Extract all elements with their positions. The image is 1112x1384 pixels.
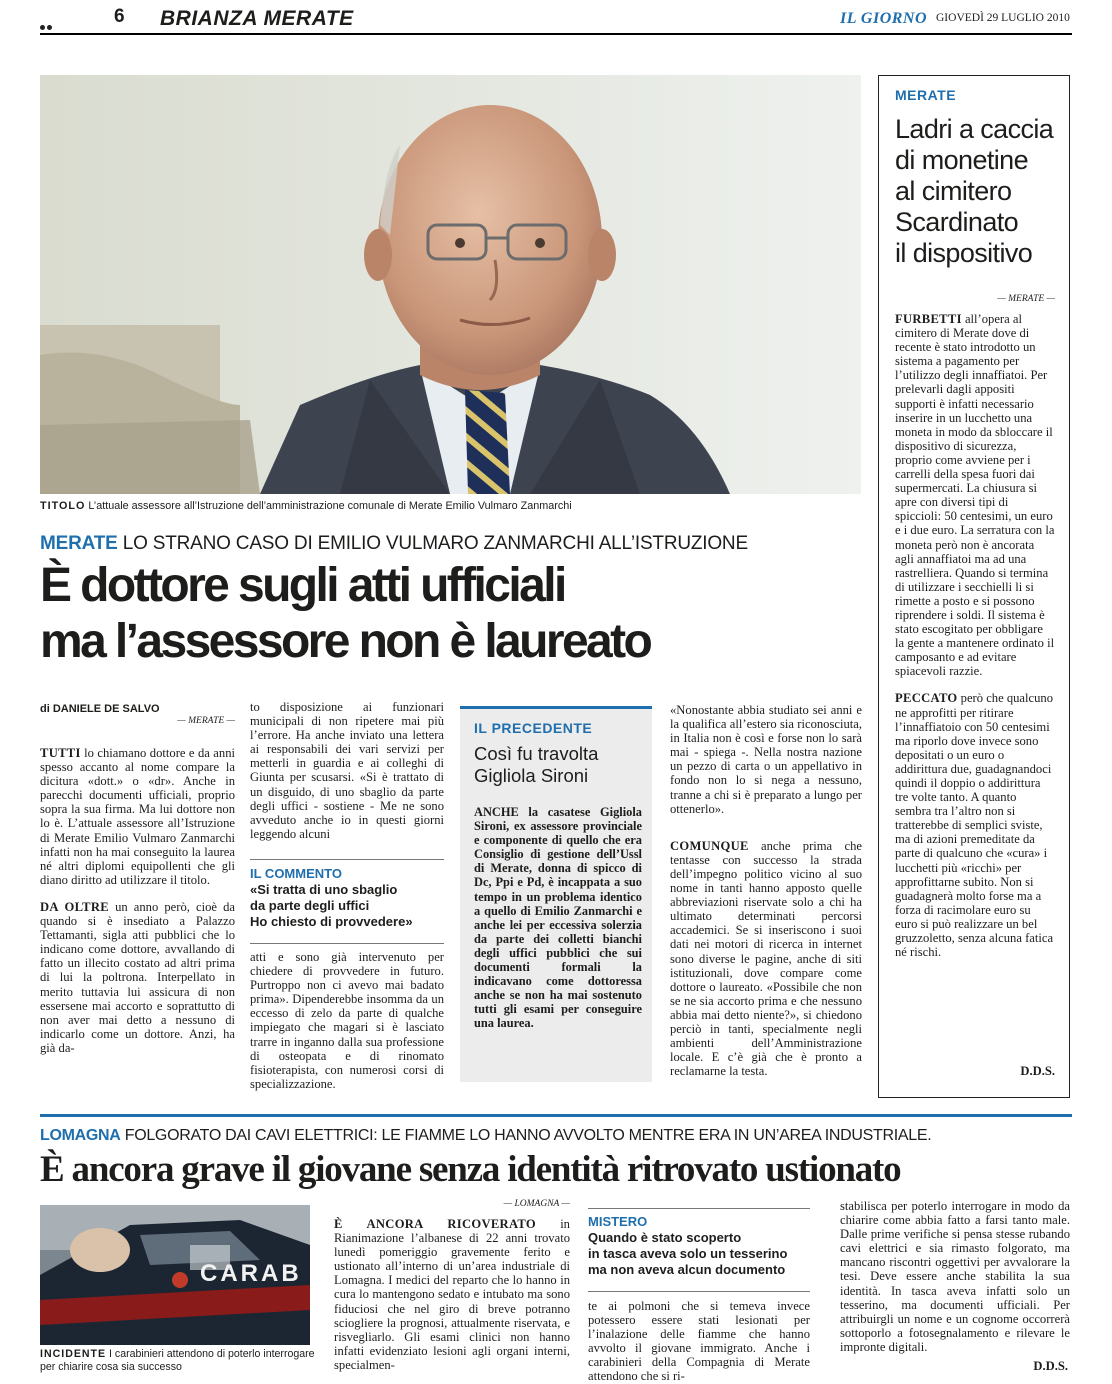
photo-caption: [40, 500, 861, 512]
sidebar-lead-2: PECCATO: [895, 691, 958, 706]
precedent-title-line1: Così fu travolta: [474, 743, 599, 764]
bottom-col3-text: te ai polmoni che si temeva invece potessero essere stati lesionati per l’inalazione delle fiamme che hanno avvolto il giovane immigrato. Anche i carabinieri della Compagnia di Merate attendono che si ri-: [588, 1299, 810, 1384]
main-kicker-text: LO STRANO CASO DI EMILIO VULMARO ZANMARCHI ALL’ISTRUZIONE: [122, 533, 748, 554]
bottom-col4-text: stabilisca per poterlo interrogare in modo da chiarire come abbia fatto a farsi tanto male. Dalle prime verifiche si pensa stesse rubando cavi elettrici e sia rimasto folgorato, ma mancano riscontri oggettivi per avvalorare la tesi. Deve essere anche stabilita la sua identità. In tasca aveva infatti solo un tesserino, ma documenti ufficiali. Per attribuirgli un nome e un cognome occorrerà sottoporlo a fotosegnalamento e rilevare le impronte digitali.: [840, 1199, 1070, 1354]
bottom-dateline: — LOMAGNA —: [503, 1199, 570, 1209]
col1-lead-1: TUTTI: [40, 746, 81, 760]
bottom-col2-text: [334, 1217, 570, 1372]
col4-paragraph-2: anche prima che tentasse con successo la strada dell’impegno politico vicino al suo nome in tanti hanno apposto quelle abbreviazioni riservate solo a chi ha ultimato determinati percorsi accademici. Se si inseriscono i suoi dati nei motori di ricerca in internet sono diverse le pagine, anche di siti istituzionali, dove compare come dottore o laureato. «Possibile che non se ne sia accorto prima e che nessuno abbia mai detto niente?», si chiedono perciò in tanti, specialmente negli ambienti dell’Amministrazione locale. E c’è già che è pronto a reclamarne la testa.: [670, 838, 862, 1079]
main-col1-text: [40, 746, 235, 1055]
portrait-photo: [40, 75, 861, 494]
sidebar-headline: [895, 114, 1067, 269]
page-header: [40, 6, 1072, 36]
col4-lead: COMUNQUE: [670, 838, 749, 853]
car-lettering: CARAB: [200, 1260, 302, 1287]
main-headline-line2: ma l’assessore non è laureato: [40, 615, 651, 668]
precedent-body-text: la casatese Gigliola Sironi, ex assessore provinciale e componente di quello che era Consiglio di gestione dell’Ussl di Merate, donna di spicco di Dc, Ppi e Pd, è incappata a suo tempo in un problema identico a quello di Emilio Zanmarchi e anche lei per eccessiva solerzia da parte dei colletti bianchi degli uffici pubblici che sui documenti formali la indicavano come dottoressa anche se non ha mai sostenuto tutti gli esami per conseguire una laurea.: [474, 805, 642, 1031]
col4-paragraph-2-wrap: [670, 839, 862, 1079]
precedent-title-line2: Gigliola Sironi: [474, 765, 589, 786]
sidebar-paragraph-1: all’opera al cimitero di Merate dove di recente è stato introdotto un sistema a pagamento per l’utilizzo degli innaffiatoi. Per prelevarli dagli appositi supporti è infatti necessario inserire in un lucchetto una moneta in modo da sbloccare il dispositivo di sicurezza, proprio come avviene per i carrelli della spesa fuori dai supermercati. La chiusura si apre con diversi tipi di spiccioli: 50 centesimi, un euro e i due euro. La serratura con la moneta però non è ancorata agli annaffiatoi ma ad una rastrelliera. Quando si termina di utilizzare i secchielli li si rimette a posto e si possono riprendere i soldi. Il sistema è stato escogitato per obbligare la gente a mantenere ordinato il camposanto e ad evitare spiacevoli razzie.: [895, 312, 1055, 679]
main-headline-line1: È dottore sugli atti ufficiali: [40, 559, 565, 612]
bottom-caption-text: I carabinieri attendono di poterlo interrogare per chiarire cosa sia successo: [40, 1348, 315, 1373]
precedent-title: [474, 743, 598, 787]
mystery-rule: [588, 1208, 810, 1209]
bottom-lead: È ANCORA RICOVERATO: [334, 1217, 536, 1231]
sidebar-headline-line2: di monetine: [895, 145, 1028, 175]
mystery-line-3: ma non aveva alcun documento: [588, 1262, 786, 1277]
main-col-2: [250, 700, 444, 1103]
mystery-quote: [588, 1230, 787, 1278]
sidebar-signature: D.D.S.: [1020, 1064, 1055, 1078]
sidebar-box: [878, 75, 1070, 1098]
byline: di DANIELE DE SALVO: [40, 703, 160, 715]
bottom-col-4: [840, 1199, 1070, 1374]
portrait-illustration: [40, 75, 861, 494]
issue-date: GIOVEDÌ 29 LUGLIO 2010: [936, 12, 1070, 24]
comment-line-2: da parte degli uffici: [250, 898, 370, 913]
mystery-rule-bottom: [588, 1291, 810, 1292]
main-col-1: [40, 703, 235, 1103]
main-kicker-place: MERATE: [40, 533, 118, 554]
comment-line-1: «Si tratta di uno sbaglio: [250, 882, 398, 897]
bottom-caption-label: INCIDENTE: [40, 1348, 107, 1360]
sidebar-headline-line1: Ladri a caccia: [895, 114, 1054, 144]
precedent-label: IL PRECEDENTE: [474, 720, 593, 736]
col4-paragraph-1: «Nonostante abbia studiato sei anni e la qualifica all’estero sia riconosciuta, in Italia non è così e forse non lo sarà mai - spiega -. Nella nostra nazione un pezzo di carta o un appellativo in fondo non lo si nega a nessuno, tranne a chi si è preparato a lungo per ottenerlo».: [670, 703, 862, 816]
photo-caption-text: L’attuale assessore all’Istruzione dell’amministrazione comunale di Merate Emilio Vulmaro Zanmarchi: [88, 500, 572, 512]
mystery-line-1: Quando è stato scoperto: [588, 1230, 742, 1245]
col1-paragraph-1: lo chiamano dottore e da anni spesso accanto al nome compare la dicitura «dott.» o «dr». Anche in parecchi documenti ufficiali, proprio sopra la sua firma. Ma lui dottore non lo è. L’attuale assessore all’Istruzione di Merate Emilio Vulmaro Zanmarchi infatti non ha mai conseguito la laurea né altri diplomi equipollenti che gli diano diritto ad utilizzare il titolo.: [40, 746, 235, 887]
precedent-body: [474, 805, 642, 1031]
bottom-photo-caption: [40, 1348, 315, 1374]
header-rule: [40, 33, 1072, 35]
newspaper-brand: IL GIORNO: [840, 10, 928, 27]
main-dateline: — MERATE —: [177, 716, 235, 726]
sidebar-headline-line4: Scardinato: [895, 207, 1019, 237]
page-number: 6: [114, 6, 125, 27]
main-col-4: [670, 703, 862, 1103]
sidebar-dateline: — MERATE —: [997, 294, 1055, 304]
bottom-col-3: [588, 1208, 810, 1384]
bottom-headline: È ancora grave il giovane senza identità ritrovato ustionato: [40, 1149, 901, 1190]
bottom-section-rule: [40, 1114, 1072, 1117]
sidebar-text: [895, 312, 1055, 1072]
main-headline: [40, 558, 861, 670]
col1-lead-2: DA OLTRE: [40, 899, 109, 914]
sidebar-lead-1: FURBETTI: [895, 312, 962, 326]
mystery-line-2: in tasca aveva solo un tesserino: [588, 1246, 788, 1261]
photo-caption-label: TITOLO: [40, 500, 86, 512]
bottom-signature: D.D.S.: [1033, 1359, 1068, 1373]
precedent-lead: ANCHE: [474, 805, 519, 819]
comment-rule: [250, 859, 444, 860]
col2-top-text: to disposizione ai funzionari municipali di non ripetere mai più l’errore. Ha anche inviato una lettera ai responsabili dei vari servizi per metterli in guardia e ai colleghi di Giunta per scusarsi. «Si è trattato di un disguido, di uno sbaglio da parte degli uffici - sostiene - Me ne sono avveduto anche io in questi giorni leggendo alcuni: [250, 700, 444, 841]
comment-line-3: Ho chiesto di provvedere»: [250, 914, 413, 929]
comment-label: IL COMMENTO: [250, 866, 342, 881]
bottom-col2-paragraph: in Rianimazione l’albanese di 22 anni trovato lunedì pomeriggio gravemente ferito e ustionato all’interno di un’area industriale di Lomagna. I medici del reparto che lo hanno in cura lo mantengono sedato e intubato ma sono fiduciosi che nel giro di breve potranno sciogliere la prognosi, attualmente riservata, e risvegliarlo. Gli esami clinici non hanno infatti evidenziato lesioni agli organi interni, specialmen-: [334, 1217, 570, 1372]
bottom-kicker: [40, 1127, 931, 1145]
sidebar-headline-line5: il dispositivo: [895, 238, 1033, 268]
col1-paragraph-2: un anno però, cioè da quando si è insediato a Palazzo Tettamanti, sigla atti pubblici che lo indicano come dottore, avvallando di fatto un illecito costato ad altri prima di lui la poltrona. Interpellato in merito tuttavia lui assicura di non essersene mai accorto e soprattutto di non aver mai detto a nessuno di indicarlo come un dottore. Anzi, ha già da-: [40, 899, 235, 1055]
sidebar-place: MERATE: [895, 87, 957, 103]
carabinieri-photo: [40, 1205, 310, 1345]
sidebar-paragraph-2: però che qualcuno ne approfitti per ritirare l’innaffiatoio con 50 centesimi ma riporlo dove invece sono depositati o un euro o addirittura due, guadagnandoci quindi il doppio o addirittura tre volte tanto. A quanto sembra tra l’altro non si tratterebbe di semplici sviste, ma di azioni premeditate da parte di qualcuno che «cura» i lucchetti più «ricchi» per approfittarne subito. Non si guadagnerà molto forse ma a forza di racimolare euro su euro si può realizzare un bel gruzzoletto, senza alcuna fatica né rischi.: [895, 691, 1054, 960]
bottom-col-2: [334, 1199, 570, 1374]
comment-quote: [250, 882, 413, 930]
col2-bottom-text: atti e sono già intervenuto per chiedere di provvedere in futuro. Purtroppo non ci avevo mai badato prima». Dipenderebbe insomma da un eccesso di zelo da parte di qualche impiegato che magari si è lasciato trarre in inganno dalla sua professione di osteopata e di rinomato fisioterapista, con numerosi corsi di specializzazione.: [250, 950, 444, 1091]
bottom-kicker-text: FOLGORATO DAI CAVI ELETTRICI: LE FIAMME LO HANNO AVVOLTO MENTRE ERA IN UN’AREA INDUSTRIALE.: [124, 1127, 932, 1144]
sidebar-headline-line3: al cimitero: [895, 176, 1012, 206]
main-kicker: [40, 533, 748, 555]
comment-rule-bottom: [250, 943, 444, 944]
section-title: BRIANZA MERATE: [160, 7, 354, 30]
mystery-label: MISTERO: [588, 1214, 648, 1229]
bottom-kicker-place: LOMAGNA: [40, 1127, 121, 1144]
precedent-box: [460, 706, 652, 1082]
